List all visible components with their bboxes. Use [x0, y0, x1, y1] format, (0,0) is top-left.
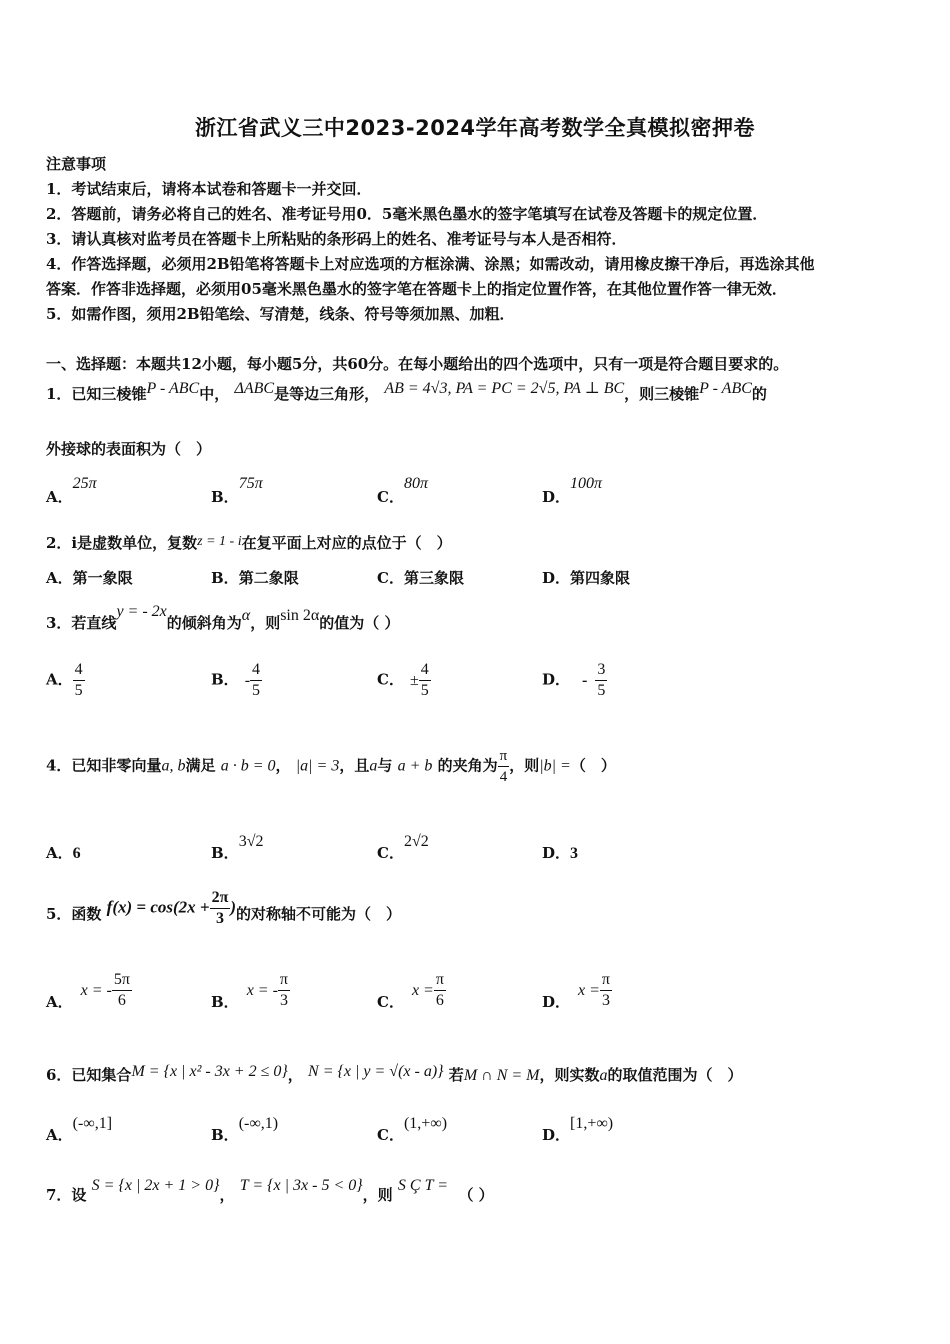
q1-text-4: ，则三棱锥	[624, 385, 700, 403]
q3-option-c: C． ± $\frac{4}{5}$	[377, 661, 429, 699]
notice-item-4-cont: 答案．作答非选择题，必须用05毫米黑色墨水的签字笔在答题卡上的指定位置作答，在其他位置作答一律无效．	[46, 280, 787, 298]
notice-item-4: 4．作答选择题，必须用2B铅笔将答题卡上对应选项的方框涂满、涂黑；如需改动，请用橡皮擦干净后，再选涂其他	[46, 255, 815, 273]
q5-option-d: D．x = $\frac{\pi}{3}$	[542, 971, 610, 1011]
q1-math-3: AB = 4√3, PA = PC = 2√5, PA ⊥ BC	[384, 380, 625, 397]
q2-option-d: D．第四象限	[542, 569, 631, 587]
question-6: 6．已知集合M = {x | x² - 3x + 2 ≤ 0}， N = {x | y = √(x - a)} 若M ∩ N = M，则实数a的取值范围为（ ）	[46, 1063, 743, 1084]
q1-option-a: A．25π	[46, 475, 97, 506]
q3-math-3: sin 2α	[280, 607, 320, 624]
notice-item-2: 2．答题前，请务必将自己的姓名、准考证号用0．5毫米黑色墨水的签字笔填写在试卷及答题卡的规定位置．	[46, 205, 768, 223]
q5-option-b: B．x = - $\frac{\pi}{3}$	[211, 971, 288, 1011]
q2-option-b: B．第二象限	[211, 569, 299, 587]
q7-math-1: S = {x | 2x + 1 > 0}	[91, 1177, 220, 1194]
q4-math-2: a · b = 0	[220, 757, 276, 775]
question-1	[46, 380, 767, 404]
q1-text-3: 是等边三角形，	[274, 385, 380, 403]
section-heading: 一、选择题：本题共12小题，每小题5分，共60分。在每小题给出的四个选项中，只有一项是符合题目要求的。	[46, 355, 789, 373]
q3-option-a: A． $\frac{4}{5}$	[46, 661, 83, 699]
q6-option-d: D．[1,+∞)	[542, 1115, 614, 1144]
q6-math-2: N = {x | y = √(x - a)}	[308, 1063, 444, 1080]
q3-math-2: α	[241, 607, 251, 624]
q5-option-c: C．x = $\frac{\pi}{6}$	[377, 971, 444, 1011]
q2-option-c: C．第三象限	[377, 569, 464, 587]
question-7: 7．设 S = {x | 2x + 1 > 0}， T = {x | 3x - 5 < 0}，则 S Ç T = （ ）	[46, 1177, 494, 1204]
q7-math-2: T = {x | 3x - 5 < 0}	[239, 1177, 363, 1194]
notice-item-1: 1．考试结束后，请将本试卷和答题卡一并交回．	[46, 180, 372, 198]
q3-math-1: y = - 2x	[116, 603, 167, 620]
q6-option-b: B．(-∞,1)	[211, 1115, 279, 1144]
notice-heading: 注意事项	[46, 155, 107, 173]
q6-option-c: C．(1,+∞)	[377, 1115, 448, 1144]
q1-math-1: P - ABC	[146, 380, 200, 397]
q1-line-2: 外接球的表面积为（ ）	[46, 440, 212, 458]
q5-math-1: f(x) = cos(2x +	[106, 897, 210, 917]
q6-option-a: A．(-∞,1]	[46, 1115, 113, 1144]
q1-text-1: 1．已知三棱锥	[46, 385, 147, 403]
notice-item-3: 3．请认真核对监考员在答题卡上所粘贴的条形码上的姓名、准考证号与本人是否相符．	[46, 230, 627, 248]
question-2: 2．i是虚数单位，复数z = 1 - i在复平面上对应的点位于（ ）	[46, 534, 452, 552]
q4-option-a: A．6	[46, 844, 81, 862]
q1-option-b: B．75π	[211, 475, 263, 506]
q4-option-d: D．3	[542, 844, 579, 862]
q5-option-a: A．x = - $\frac{5\pi}{6}$	[46, 971, 130, 1011]
page-title: 浙江省武义三中2023-2024学年高考数学全真模拟密押卷	[194, 116, 756, 140]
q2-math-1: z = 1 - i	[197, 534, 242, 549]
q1-text-5: 的	[751, 385, 767, 403]
q1-option-c: C．80π	[377, 475, 428, 506]
q4-math-1: a, b	[161, 757, 186, 775]
q4-option-c: C．2√2	[377, 833, 429, 862]
q1-option-d: D．100π	[542, 475, 603, 506]
notice-item-5: 5．如需作图，须用2B铅笔绘、写清楚，线条、符号等须加黑、加粗．	[46, 305, 515, 323]
q3-option-d: D． - $\frac{3}{5}$	[542, 661, 606, 699]
question-3: 3．若直线y = - 2x的倾斜角为α，则sin 2α的值为（ ）	[46, 603, 400, 632]
q4-option-b: B．3√2	[211, 833, 264, 862]
q1-math-4: P - ABC	[699, 380, 752, 397]
question-4: 4．已知非零向量a, b满足 a · b = 0， |a| = 3，且a与 a + b 的夹角为 $\frac{\pi}{4}$ ，则|b| =（ ）	[46, 748, 616, 785]
q6-math-1: M = {x | x² - 3x + 2 ≤ 0}	[131, 1063, 288, 1080]
q3-option-b: B． - $\frac{4}{5}$	[211, 661, 261, 699]
question-5: 5．函数 f(x) = cos(2x + $\frac{2\pi}{3}$ )的对称轴不可能为（ ）	[46, 889, 402, 927]
q1-text-2: 中，	[199, 385, 230, 403]
q1-math-2: ΔABC	[234, 380, 275, 397]
q7-math-3: S Ç T =	[397, 1177, 448, 1194]
q2-option-a: A．第一象限	[46, 569, 133, 587]
q4-math-3: |a| = 3	[295, 757, 340, 775]
